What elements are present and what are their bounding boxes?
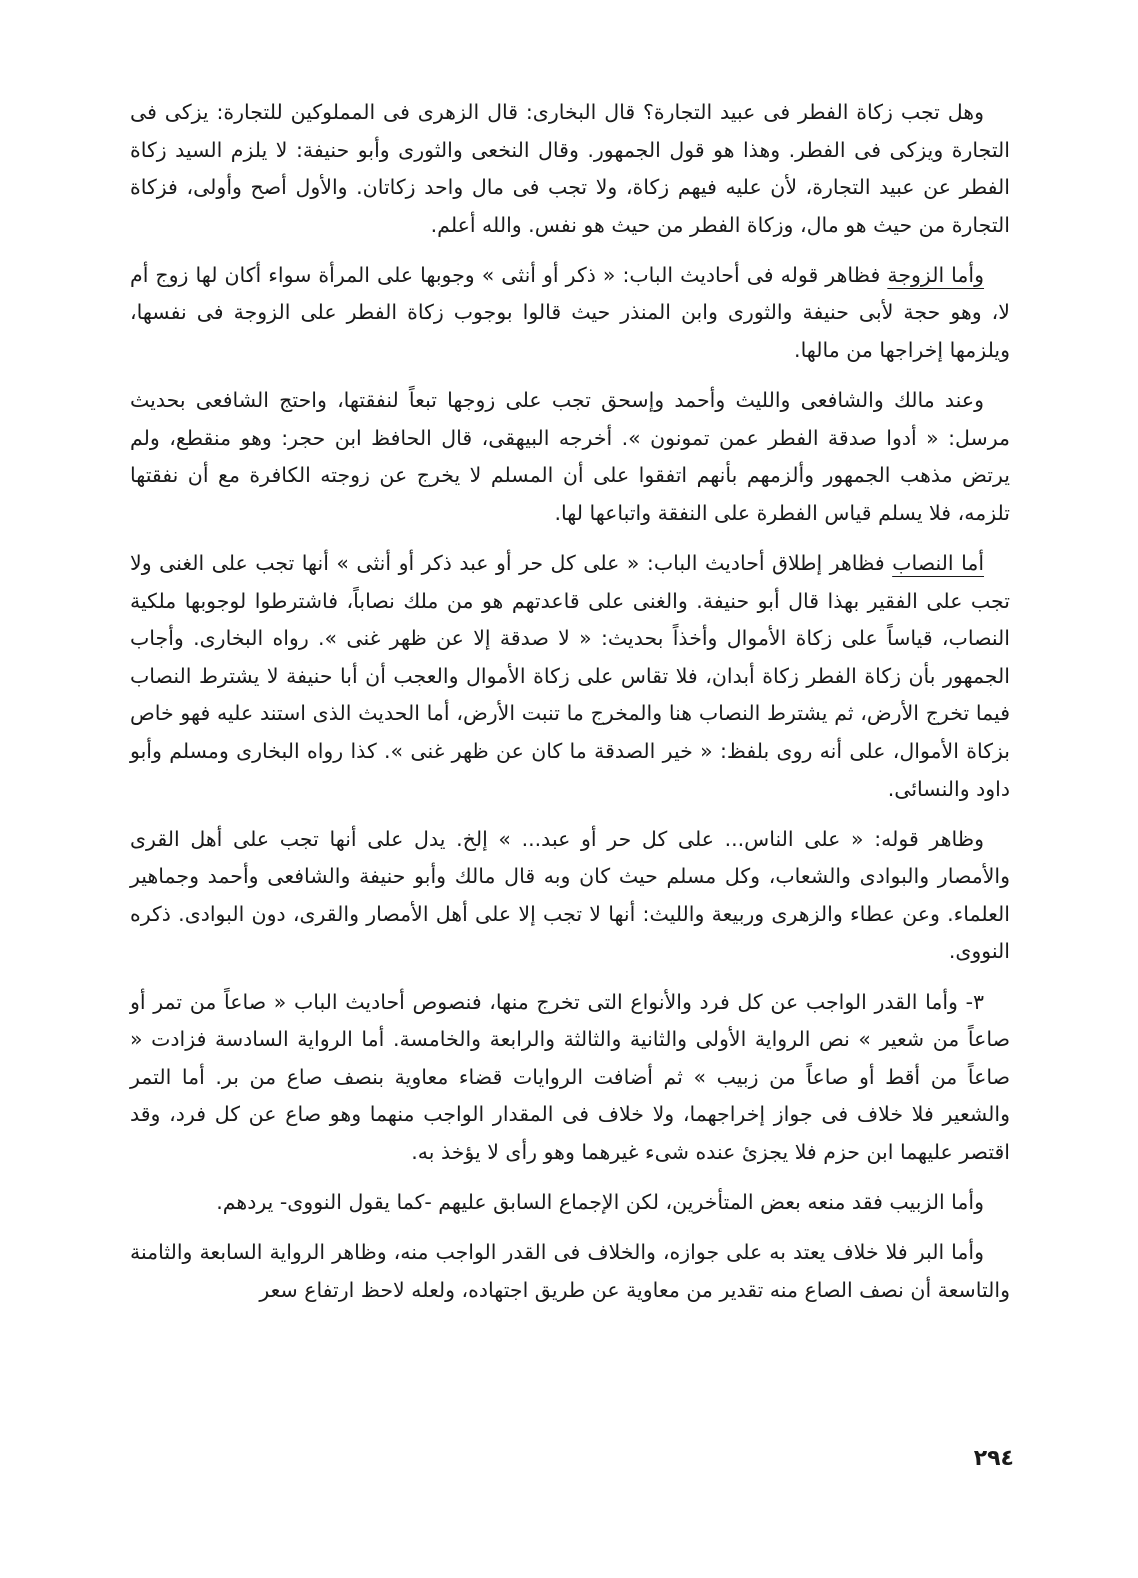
underlined-heading-nisab: أما النصاب <box>892 551 985 576</box>
underlined-heading-wife: وأما الزوجة <box>887 262 985 287</box>
paragraph-wife-body: فظاهر قوله فى أحاديث الباب: « ذكر أو أنثى » وجوبها على المرأة سواء أكان لها زوج أم لا، وهو حجة لأبى حنيفة والثورى وابن المنذر حيث قالوا بوجوب زكاة الفطر على الزوجة فى نفسها، ويلزمها إخراجها من مالها. <box>130 262 1010 363</box>
paragraph-malik-shafii: وعند مالك والشافعى والليث وأحمد وإسحق تجب على زوجها تبعاً لنفقتها، واحتج الشافعى بحديث مرسل: « أدوا صدقة الفطر عمن تمونون ». أخرجه البيهقى، قال الحافظ ابن حجر: وهو منقطع، ولم يرتض مذهب الجمهور وألزمهم بأنهم اتفقوا على أن المسلم لا يخرج عن زوجته الكافرة مع أن نفقتها تلزمه، فلا يسلم قياس الفطرة على النفقة واتباعها لها. <box>130 388 1010 525</box>
paragraph-slaves-of-trade: وهل تجب زكاة الفطر فى عبيد التجارة؟ قال البخارى: قال الزهرى فى المملوكين للتجارة: يزكى فى التجارة ويزكى فى الفطر. وهذا هو قول الجمهور. وقال النخعى والثورى وأبو حنيفة: لا يلزم السيد زكاة الفطر عن عبيد التجارة، لأن عليه فيهم زكاة، ولا تجب فى مال واحد زكاتان. والأول أصح وأولى، فزكاة التجارة من حيث هو مال، وزكاة الفطر من حيث هو نفس. والله أعلم. <box>130 100 1010 237</box>
paragraph-wheat: وأما البر فلا خلاف يعتد به على جوازه، والخلاف فى القدر الواجب منه، وظاهر الرواية السابعة والثامنة والتاسعة أن نصف الصاع منه تقدير من معاوية عن طريق اجتهاده، ولعله لاحظ ارتفاع سعر <box>130 1240 1010 1302</box>
paragraph-raisins: وأما الزبيب فقد منعه بعض المتأخرين، لكن الإجماع السابق عليهم -كما يقول النووى- يردهم. <box>216 1190 984 1215</box>
paragraph-people-villages: وظاهر قوله: « على الناس... على كل حر أو عبد... » إلخ. يدل على أنها تجب على أهل القرى والأمصار والبوادى والشعاب، وكل مسلم حيث كان وبه قال مالك وأبو حنيفة والشافعى وأحمد وجماهير العلماء. وعن عطاء والزهرى وربيعة والليث: أنها لا تجب إلا على أهل الأمصار والقرى، دون البوادى. ذكره النووى. <box>130 826 1010 964</box>
paragraph-required-amount: ٣- وأما القدر الواجب عن كل فرد والأنواع التى تخرج منها، فنصوص أحاديث الباب « صاعاً من تمر أو صاعاً من شعير » نص الرواية الأولى والثانية والثالثة والرابعة والخامسة. أما الرواية السادسة فزادت « صاعاً من أقط أو صاعاً من زبيب » ثم أضافت الروايات قضاء معاوية بنصف صاع من بر. أما التمر والشعير فلا خلاف فى جواز إخراجهما، ولا خلاف فى المقدار الواجب منهما وهو صاع عن كل فرد، وقد اقتصر عليهما ابن حزم فلا يجزئ عنده شىء غيرهما وهو رأى لا يؤخذ به. <box>130 989 1010 1164</box>
paragraph-wife <box>130 257 1010 370</box>
paragraph-nisab <box>130 545 1010 808</box>
body-text <box>130 94 1010 1322</box>
paragraph-nisab-body: فظاهر إطلاق أحاديث الباب: « على كل حر أو عبد ذكر أو أنثى » أنها تجب على الغنى ولا تجب على الفقير بهذا قال أبو حنيفة. والغنى على قاعدتهم هو من ملك نصاباً، فاشترطوا لوجوبها ملكية النصاب، قياساً على زكاة الأموال وأخذاً بحديث: « لا صدقة إلا عن ظهر غنى ». رواه البخارى. وأجاب الجمهور بأن زكاة الفطر زكاة أبدان، فلا تقاس على زكاة الأموال والعجب أن أبا حنيفة لا يشترط النصاب فيما تخرج الأرض، ثم يشترط النصاب هنا والمخرج ما تنبت الأرض، أما الحديث الذى استند عليه فهو خاص بزكاة الأموال، على أنه روى بلفظ: « خير الصدقة ما كان عن ظهر غنى ». كذا رواه البخارى ومسلم وأبو داود والنسائى. <box>130 551 1010 801</box>
page-number: ٢٩٤ <box>973 1446 1014 1471</box>
